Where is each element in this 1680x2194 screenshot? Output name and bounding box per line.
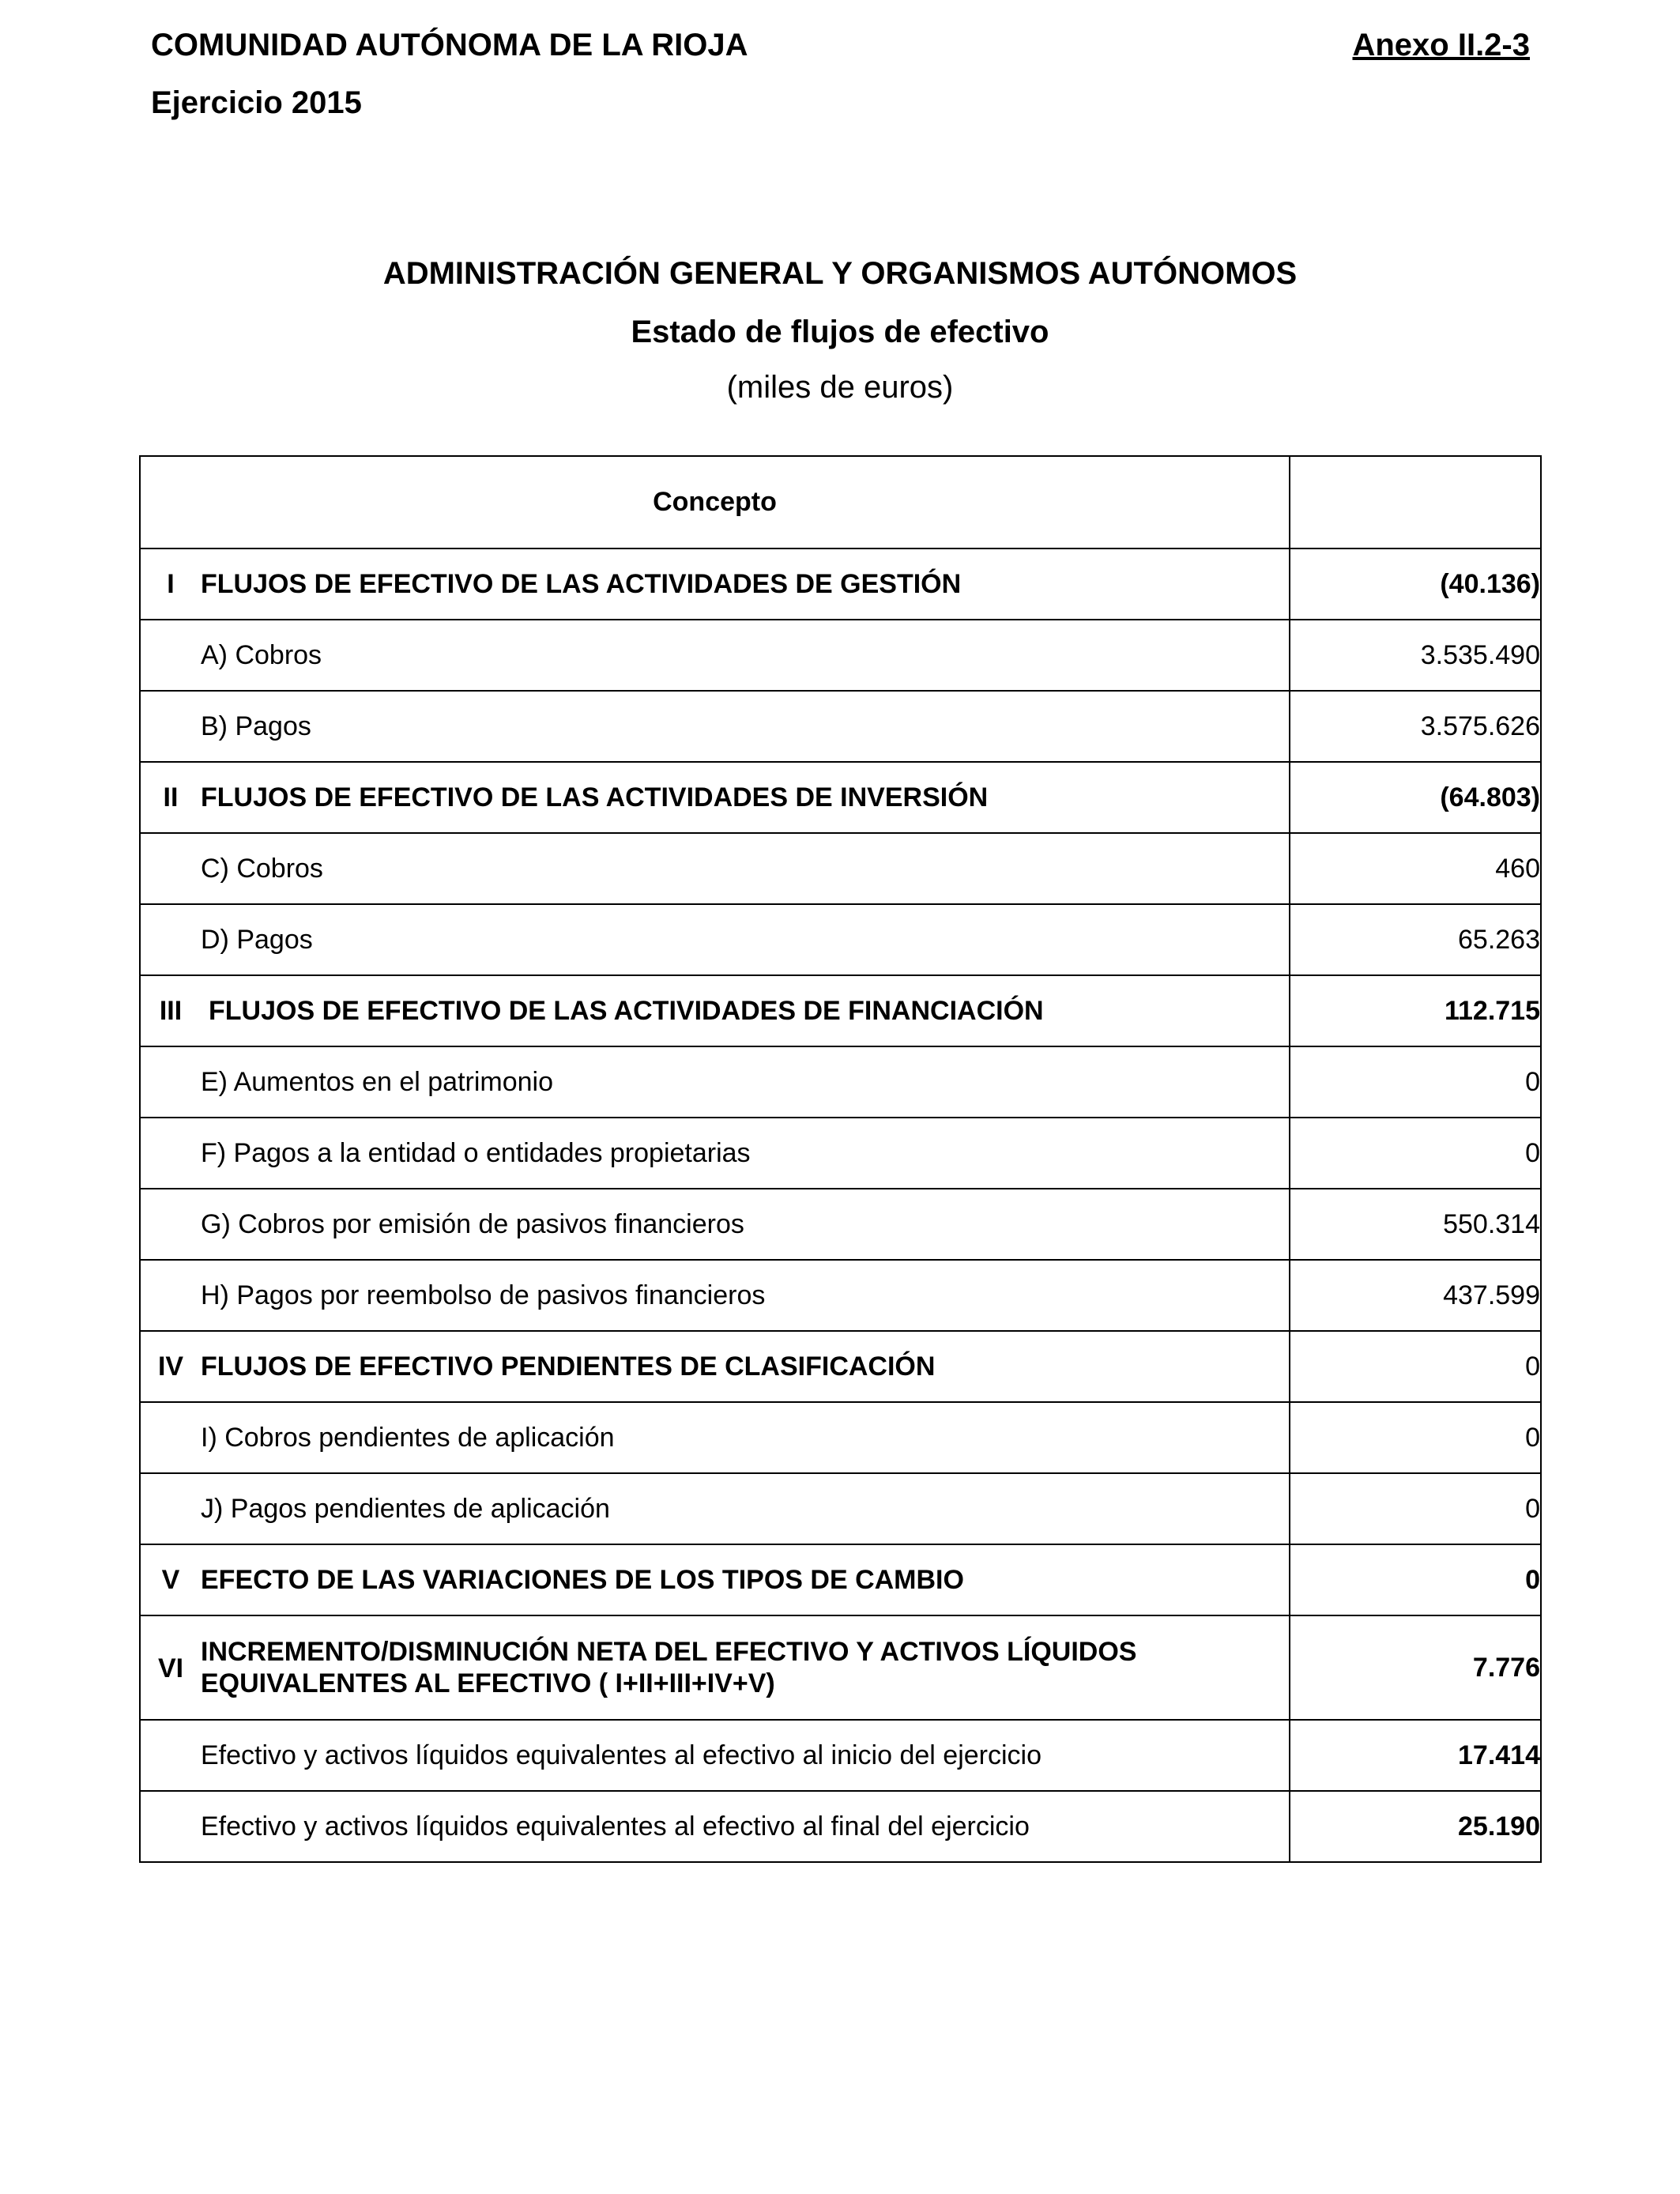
amount-cell: 0	[1290, 1046, 1541, 1118]
concept-cell	[140, 691, 1290, 762]
roman-numeral: VI	[157, 1653, 184, 1683]
cash-flow-table	[139, 455, 1542, 1863]
table-row	[140, 1331, 1541, 1402]
concept-cell	[140, 1720, 1290, 1791]
item-label: A) Cobros	[201, 640, 322, 670]
section-label: FLUJOS DE EFECTIVO PENDIENTES DE CLASIFICACIÓN	[201, 1351, 936, 1382]
amount-cell: 0	[1290, 1118, 1541, 1189]
item-label: C) Cobros	[201, 854, 323, 884]
table-row	[140, 1046, 1541, 1118]
statement-title: Estado de flujos de efectivo	[631, 315, 1049, 349]
concept-cell	[140, 1046, 1290, 1118]
table-row	[140, 1791, 1541, 1862]
table-row	[140, 1720, 1541, 1791]
table-row	[140, 1473, 1541, 1544]
table-row	[140, 620, 1541, 691]
concept-cell	[140, 975, 1290, 1046]
roman-numeral: V	[161, 1564, 180, 1595]
item-label: E) Aumentos en el patrimonio	[201, 1067, 554, 1097]
region-heading: COMUNIDAD AUTÓNOMA DE LA RIOJA	[151, 28, 748, 62]
concept-cell	[140, 1544, 1290, 1615]
item-label: B) Pagos	[201, 711, 311, 741]
concept-cell	[140, 833, 1290, 904]
table-row	[140, 1260, 1541, 1331]
amount-cell: (64.803)	[1290, 762, 1541, 833]
table-row	[140, 1402, 1541, 1473]
concept-cell	[140, 1615, 1290, 1720]
amount-cell: 550.314	[1290, 1189, 1541, 1260]
section-label: FLUJOS DE EFECTIVO DE LAS ACTIVIDADES DE INVERSIÓN	[201, 782, 989, 812]
item-label: J) Pagos pendientes de aplicación	[201, 1494, 610, 1524]
concept-cell	[140, 762, 1290, 833]
concept-cell	[140, 1189, 1290, 1260]
table-row	[140, 548, 1541, 620]
amount-cell: 0	[1290, 1331, 1541, 1402]
concept-cell	[140, 1791, 1290, 1862]
concept-cell	[140, 620, 1290, 691]
amount-cell: 3.535.490	[1290, 620, 1541, 691]
fiscal-year-heading: Ejercicio 2015	[151, 85, 362, 120]
concept-cell	[140, 1260, 1290, 1331]
amount-cell: 460	[1290, 833, 1541, 904]
amount-cell: 7.776	[1290, 1615, 1541, 1720]
section-label-line-2: EQUIVALENTES AL EFECTIVO ( I+II+III+IV+V)	[201, 1668, 775, 1698]
amount-cell: 0	[1290, 1402, 1541, 1473]
amount-cell: 112.715	[1290, 975, 1541, 1046]
concept-cell	[140, 548, 1290, 620]
amount-column-header	[1290, 456, 1541, 548]
amount-cell: 65.263	[1290, 904, 1541, 975]
units-subtitle: (miles de euros)	[726, 370, 954, 405]
roman-numeral: III	[159, 995, 183, 1026]
amount-cell: 17.414	[1290, 1720, 1541, 1791]
section-label: FLUJOS DE EFECTIVO DE LAS ACTIVIDADES DE GESTIÓN	[201, 569, 962, 599]
entity-title: ADMINISTRACIÓN GENERAL Y ORGANISMOS AUTÓNOMOS	[382, 256, 1298, 291]
table-row	[140, 762, 1541, 833]
item-label: F) Pagos a la entidad o entidades propietarias	[201, 1138, 751, 1168]
concept-cell	[140, 904, 1290, 975]
section-label	[201, 1636, 1136, 1699]
table-row	[140, 833, 1541, 904]
roman-numeral: I	[167, 568, 175, 599]
item-label: Efectivo y activos líquidos equivalentes al efectivo al final del ejercicio	[201, 1811, 1030, 1842]
annex-reference: Anexo II.2-3	[1352, 28, 1530, 62]
item-label: D) Pagos	[201, 925, 313, 955]
table-row	[140, 1544, 1541, 1615]
table-header-row	[140, 456, 1541, 548]
section-label: FLUJOS DE EFECTIVO DE LAS ACTIVIDADES DE FINANCIACIÓN	[209, 996, 1044, 1026]
table-row	[140, 1615, 1541, 1720]
amount-cell: 437.599	[1290, 1260, 1541, 1331]
roman-numeral: II	[163, 782, 179, 812]
item-label: Efectivo y activos líquidos equivalentes al efectivo al inicio del ejercicio	[201, 1740, 1042, 1770]
concept-cell	[140, 1118, 1290, 1189]
table-row	[140, 904, 1541, 975]
section-label-line-1: INCREMENTO/DISMINUCIÓN NETA DEL EFECTIVO Y ACTIVOS LÍQUIDOS	[201, 1637, 1137, 1667]
item-label: G) Cobros por emisión de pasivos financieros	[201, 1209, 744, 1239]
table-row	[140, 1118, 1541, 1189]
concept-cell	[140, 1402, 1290, 1473]
item-label: I) Cobros pendientes de aplicación	[201, 1423, 615, 1453]
table-row	[140, 1189, 1541, 1260]
roman-numeral: IV	[157, 1351, 184, 1382]
concept-cell	[140, 1473, 1290, 1544]
section-label: EFECTO DE LAS VARIACIONES DE LOS TIPOS DE CAMBIO	[201, 1565, 964, 1595]
amount-cell: 0	[1290, 1544, 1541, 1615]
amount-cell: 25.190	[1290, 1791, 1541, 1862]
item-label: H) Pagos por reembolso de pasivos financieros	[201, 1280, 766, 1310]
concept-cell	[140, 1331, 1290, 1402]
amount-cell: 0	[1290, 1473, 1541, 1544]
concept-column-header: Concepto	[140, 456, 1290, 548]
amount-cell: (40.136)	[1290, 548, 1541, 620]
table-row	[140, 691, 1541, 762]
table-row	[140, 975, 1541, 1046]
amount-cell: 3.575.626	[1290, 691, 1541, 762]
